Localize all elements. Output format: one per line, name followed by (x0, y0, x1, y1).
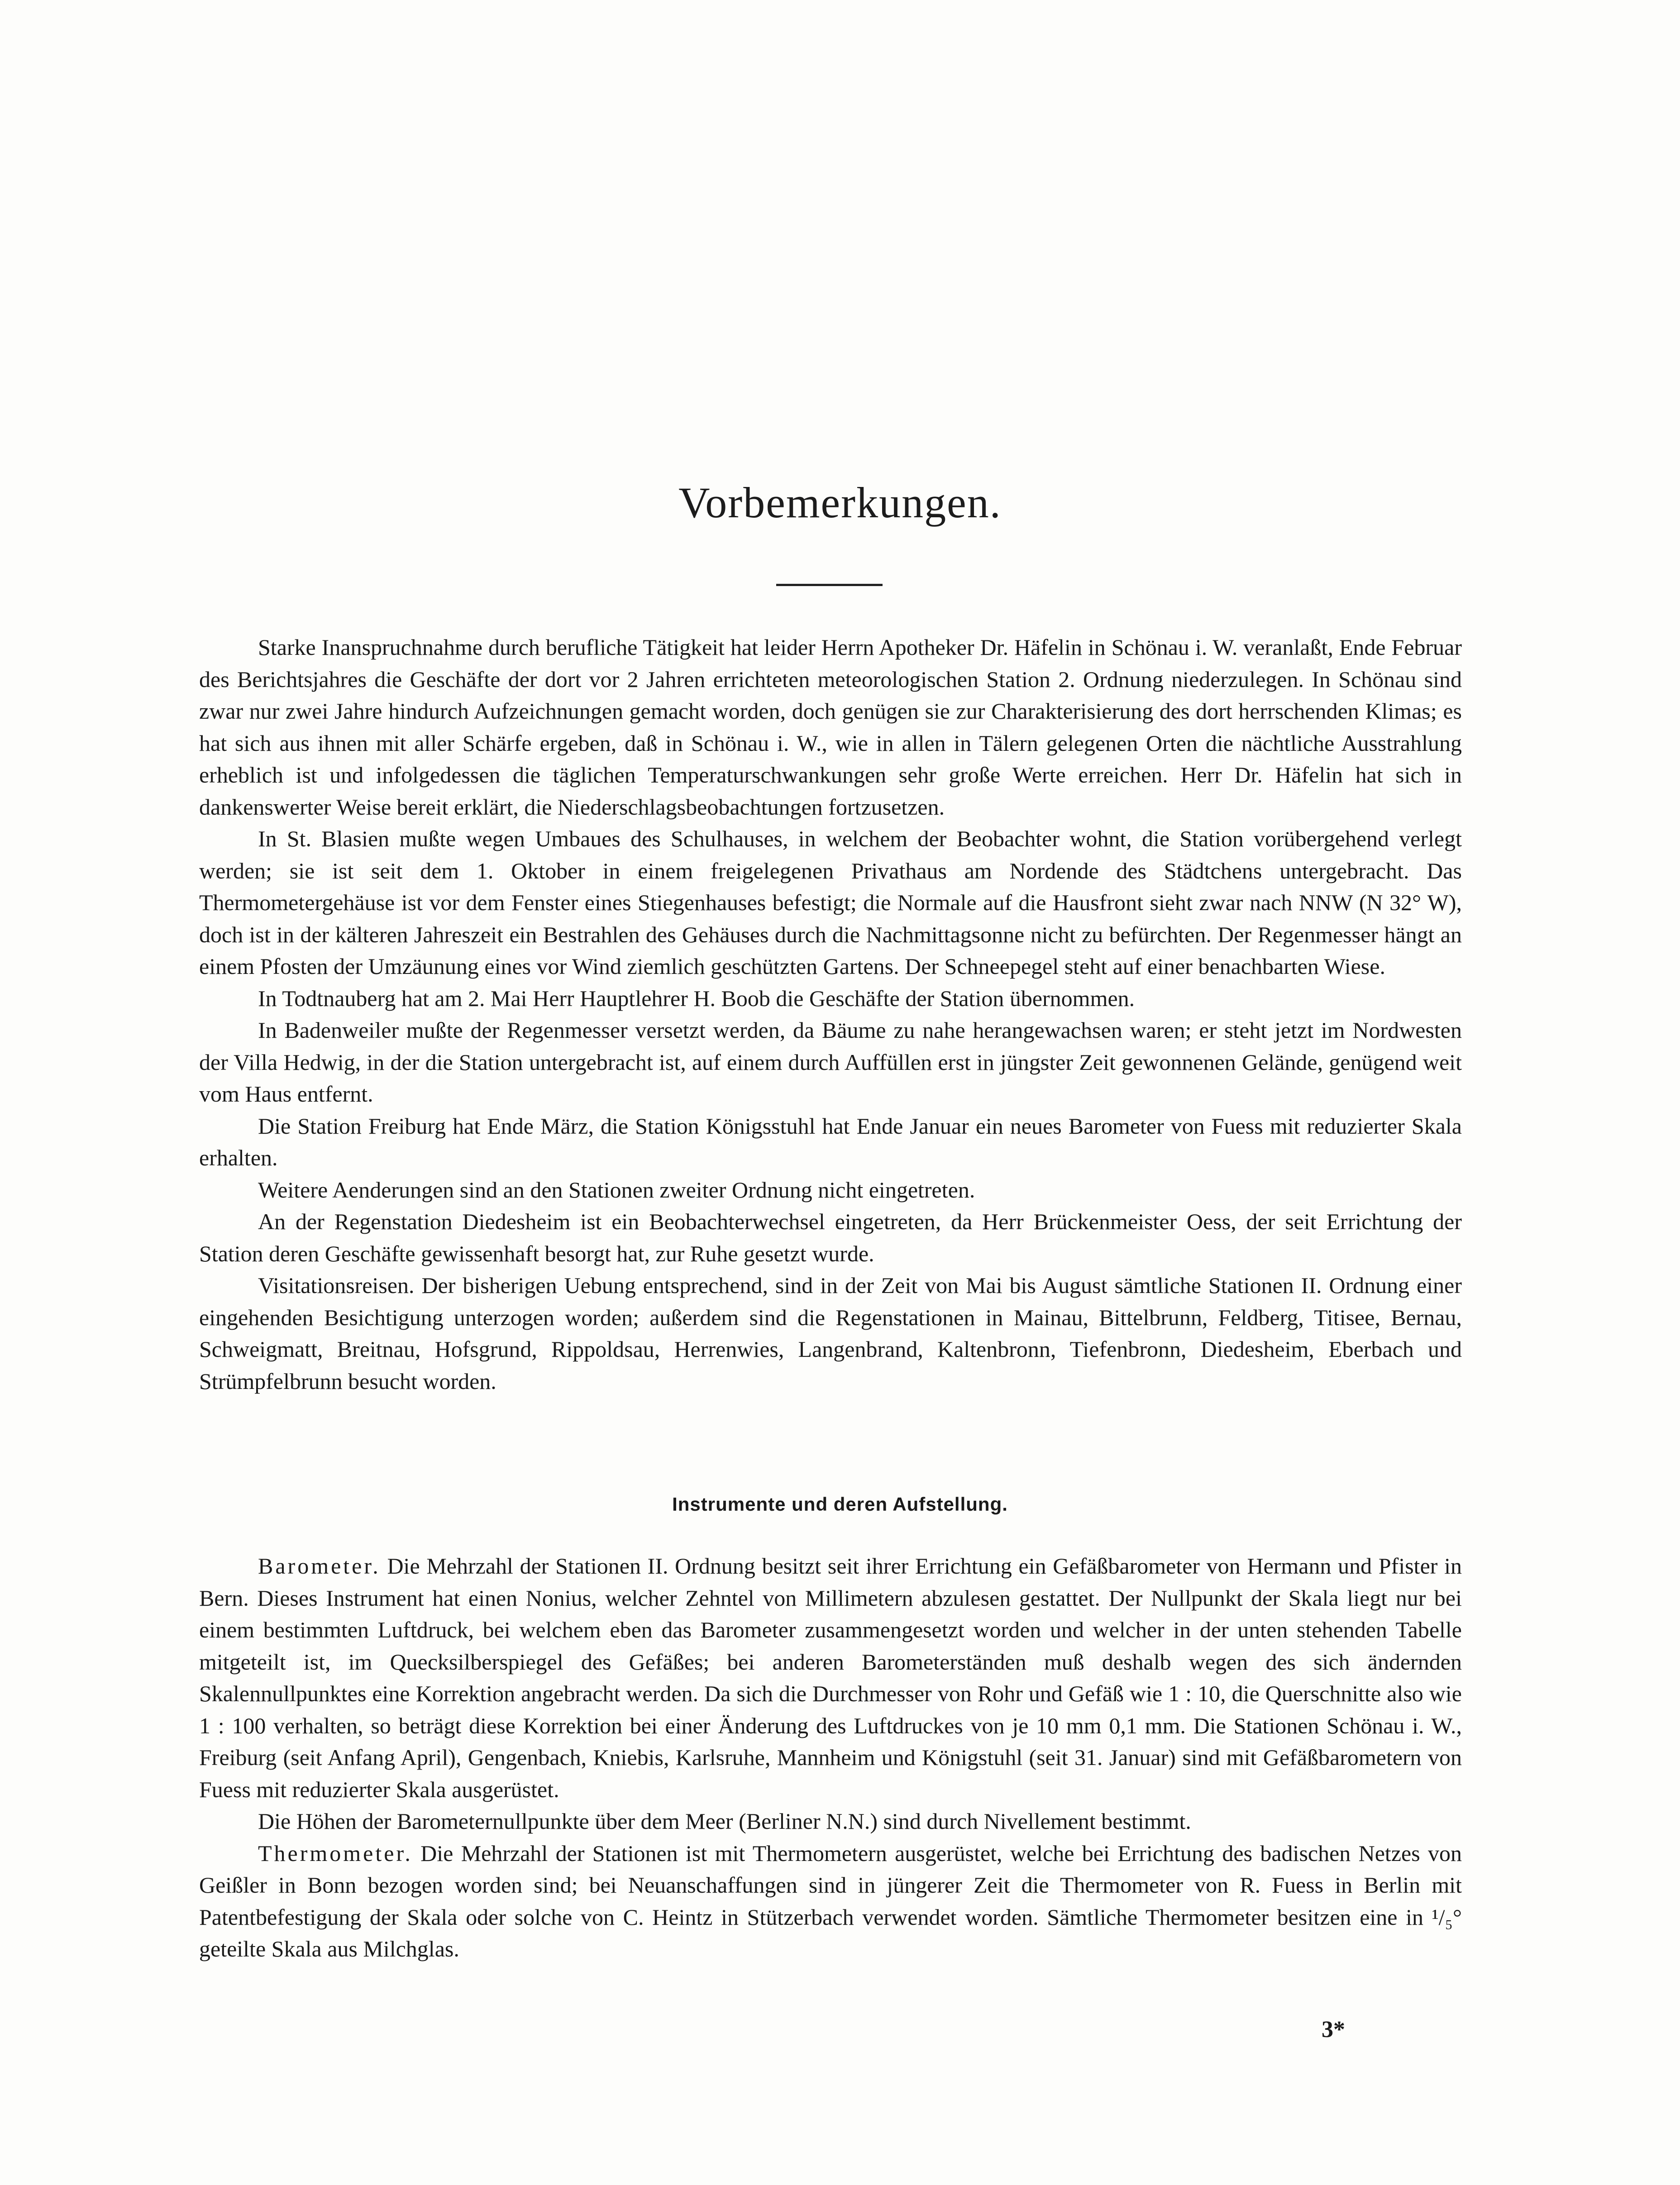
intro-section (199, 631, 1462, 1397)
paragraph-thermometer (199, 1837, 1462, 1965)
section-heading: Instrumente und deren Aufstellung. (672, 1493, 1008, 1515)
barometer-label: Barometer. (258, 1553, 381, 1579)
title-divider (776, 584, 883, 586)
paragraph-nullpunkt: Die Höhen der Barometernullpunkte über dem Meer (Berliner N.N.) sind durch Nivellement bestimmt. (258, 1808, 1191, 1834)
page-number: 3* (1322, 2017, 1345, 2042)
paragraph-weitere: Weitere Aenderungen sind an den Stationen zweiter Ordnung nicht eingetreten. (258, 1177, 975, 1202)
paragraph-todtnauberg: In Todtnauberg hat am 2. Mai Herr Hauptlehrer H. Boob die Geschäfte der Station übernommen. (258, 985, 1135, 1011)
paragraph-badenweiler: In Badenweiler mußte der Regenmesser versetzt werden, da Bäume zu nahe herangewachsen waren; er steht jetzt im Nordwesten der Villa Hedwig, in der die Station untergebracht ist, auf einem durch Auffüllen erst in jüngster Zeit gewonnenen Gelände, genügend weit vom Haus entfernt. (199, 1017, 1462, 1107)
page-title: Vorbemerkungen. (678, 478, 1002, 527)
paragraph-visitationsreisen: Visitationsreisen. Der bisherigen Uebung entsprechend, sind in der Zeit von Mai bis August sämtliche Stationen II. Ordnung einer eingehenden Besichtigung unterzogen worden; außerdem sind die Regenstationen in Mainau, Bittelbrunn, Feldberg, Titisee, Bernau, Schweigmatt, Breitnau, Hofsgrund, Rippoldsau, Herrenwies, Langenbrand, Kaltenbronn, Tiefenbronn, Diedesheim, Eberbach und Strümpfelbrunn besucht worden. (199, 1273, 1462, 1394)
thermometer-label: Thermometer. (258, 1840, 413, 1866)
paragraph-schoenau: Starke Inanspruchnahme durch berufliche Tätigkeit hat leider Herrn Apotheker Dr. Häfelin in Schönau i. W. veranlaßt, Ende Februar des Berichtsjahres die Geschäfte der dort vor 2 Jahren errichteten meteorologischen Station 2. Ordnung niederzulegen. In Schönau sind zwar nur zwei Jahre hindurch Aufzeichnungen gemacht worden, doch genügen sie zur Charakterisierung des dort herrschenden Klimas; es hat sich aus ihnen mit aller Schärfe ergeben, daß in Schönau i. W., wie in allen in Tälern gelegenen Orten die nächtliche Ausstrahlung erheblich ist und infolgedessen die täglichen Temperaturschwankungen sehr große Werte erreichen. Herr Dr. Häfelin hat sich in dankenswerter Weise bereit erklärt, die Niederschlagsbeobachtungen fortzusetzen. (199, 635, 1462, 820)
barometer-text: Die Mehrzahl der Stationen II. Ordnung besitzt seit ihrer Errichtung ein Gefäßbarometer von Hermann und Pfister in Bern. Dieses Instrument hat einen Nonius, welcher Zehntel von Millimetern abzulesen gestattet. Der Nullpunkt der Skala liegt nur bei einem bestimmten Luftdruck, bei welchem eben das Barometer zusammengesetzt worden und welcher in der unten stehenden Tabelle mitgeteilt ist, im Quecksilberspiegel des Gefäßes; bei anderen Barometerständen muß deshalb wegen des sich ändernden Skalennullpunktes eine Korrektion angebracht werden. Da sich die Durchmesser von Rohr und Gefäß wie 1 : 10, die Querschnitte also wie 1 : 100 verhalten, so beträgt diese Korrektion bei einer Änderung des Luftdruckes von je 10 mm 0,1 mm. Die Stationen Schönau i. W., Freiburg (seit Anfang April), Gengenbach, Kniebis, Karlsruhe, Mannheim und Königstuhl (seit 31. Januar) sind mit Gefäßbarometern von Fuess mit reduzierter Skala ausgerüstet. (199, 1553, 1462, 1802)
paragraph-freiburg: Die Station Freiburg hat Ende März, die Station Königsstuhl hat Ende Januar ein neues Barometer von Fuess mit reduzierter Skala erhalten. (199, 1113, 1462, 1170)
paragraph-st-blasien: In St. Blasien mußte wegen Umbaues des Schulhauses, in welchem der Beobachter wohnt, die Station vorübergehend verlegt werden; sie ist seit dem 1. Oktober in einem freigelegenen Privathaus am Nordende des Städtchens untergebracht. Das Thermometergehäuse ist vor dem Fenster eines Stiegenhauses befestigt; die Normale auf die Hausfront sieht zwar nach NNW (N 32° W), doch ist in der kälteren Jahreszeit ein Bestrahlen des Gehäuses durch die Nachmittagsonne nicht zu befürchten. Der Regenmesser hängt an einem Pfosten der Umzäunung eines vor Wind ziemlich geschützten Gartens. Der Schneepegel steht auf einer benachbarten Wiese. (199, 826, 1462, 979)
paragraph-diedesheim: An der Regenstation Diedesheim ist ein Beobachterwechsel eingetreten, da Herr Brückenmeister Oess, der seit Errichtung der Station deren Geschäfte gewissenhaft besorgt hat, zur Ruhe gesetzt wurde. (199, 1209, 1462, 1266)
paragraph-barometer (199, 1550, 1462, 1805)
thermometer-text: Die Mehrzahl der Stationen ist mit Thermometern ausgerüstet, welche bei Errichtung des badischen Netzes von Geißler in Bonn bezogen worden sind; bei Neuanschaffungen sind in jüngerer Zeit die Thermometer von R. Fuess in Berlin mit Patentbefestigung der Skala oder solche von C. Heintz in Stützerbach verwendet worden. Sämtliche Thermometer besitzen eine in ¹/₅° geteilte Skala aus Milchglas. (199, 1840, 1462, 1961)
instruments-section (199, 1550, 1462, 1965)
